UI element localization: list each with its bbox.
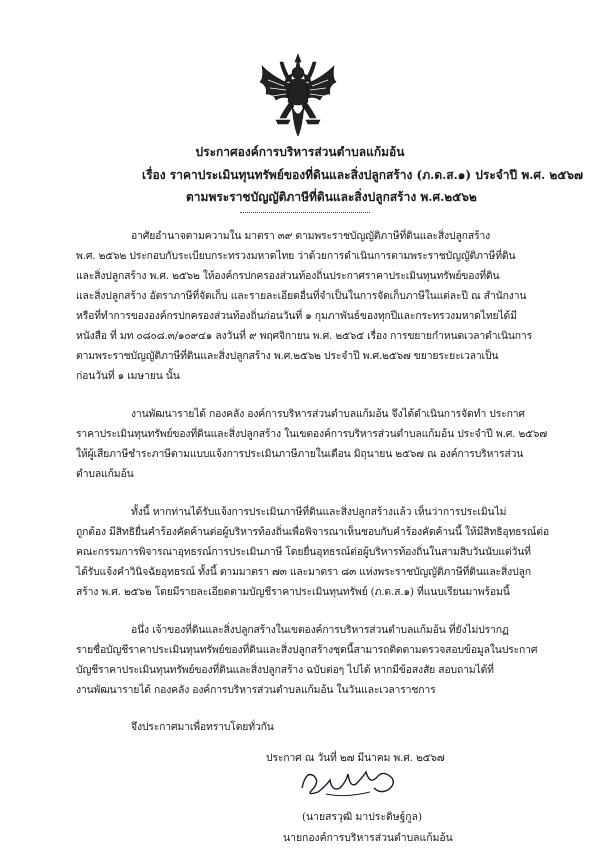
organization-heading: ประกาศองค์การบริหารส่วนตำบลแก้มอ้น bbox=[195, 145, 405, 159]
paragraph-3-line: ทั้งนี้ หากท่านได้รับแจ้งการประเมินภาษีที่ดินและสิ่งปลูกสร้างแล้ว เห็นว่าการประเมินไม่ bbox=[131, 506, 507, 518]
paragraph-1-line: หนังสือ ที่ มท ๐๘๐๘.๓/๑๐๙๔๑ ลงวันที่ ๙ พฤศจิกายน พ.ศ. ๒๕๖๕ เรื่อง การขยายกำหนดเวลาดำเนินการ bbox=[76, 330, 533, 342]
paragraph-3-line: คณะกรรมการพิจารณาอุทธรณ์การประเมินภาษี โดยยื่นอุทธรณ์ต่อผู้บริหารท้องถิ่นในสามสิบวันนับแต่วันที่ bbox=[76, 546, 531, 558]
act-heading: ตามพระราชบัญญัติภาษีที่ดินและสิ่งปลูกสร้าง พ.ศ.๒๕๖๒ bbox=[186, 190, 477, 204]
paragraph-3-line: ได้รับแจ้งคำวินิจฉัยอุทธรณ์ ทั้งนี้ ตามมาตรา ๗๓ และมาตรา ๘๓ แห่งพระราชบัญญัติภาษีที่ดินและสิ่งปลูก bbox=[76, 566, 531, 578]
paragraph-1-line: อาศัยอำนาจตามความใน มาตรา ๓๙ ตามพระราชบัญญัติภาษีที่ดินและสิ่งปลูกสร้าง bbox=[131, 230, 491, 242]
subject-heading: เรื่อง ราคาประเมินทุนทรัพย์ของที่ดินและสิ่งปลูกสร้าง (ภ.ด.ส.๑) ประจำปี พ.ศ. ๒๕๖๗ bbox=[142, 168, 584, 182]
signer-name: (นายสรวุฒิ มาประดิษฐ์กูล) bbox=[302, 811, 423, 823]
paragraph-3-line: สร้าง พ.ศ. ๒๕๖๒ โดยมีรายละเอียดตามบัญชีราคาประเมินทุนทรัพย์ (ภ.ด.ส.๑) ที่แนบเรียนมาพร้อมนี้ bbox=[76, 586, 510, 598]
paragraph-1-line: และสิ่งปลูกสร้าง อัตราภาษีที่จัดเก็บ และรายละเอียดอื่นที่จำเป็นในการจัดเก็บภาษีในแต่ละปี ณ สำนักงาน bbox=[76, 290, 527, 302]
paragraph-4-line: รายชื่อบัญชีราคาประเมินทุนทรัพย์ของที่ดินและสิ่งปลูกสร้างชุดนี้สามารถติดตามตรวจสอบข้อมูลในประกาศ bbox=[76, 644, 538, 656]
date-line: ประกาศ ณ วันที่ ๒๗ มีนาคม พ.ศ. ๒๕๖๗ bbox=[266, 752, 445, 764]
paragraph-2-line: งานพัฒนารายได้ กองคลัง องค์การบริหารส่วนตำบลแก้มอ้น จึงได้ดำเนินการจัดทำ ประกาศ bbox=[131, 408, 525, 420]
header-divider bbox=[240, 212, 370, 213]
paragraph-3-line: ถูกต้อง มีสิทธิยื่นคำร้องคัดค้านต่อผู้บริหารท้องถิ่นเพื่อพิจารณาเห็นชอบกับคำร้องคัดค้านนี้ ให้มีสิทธิอุทธรณ์ต่อ bbox=[76, 526, 549, 538]
paragraph-4-line: งานพัฒนารายได้ กองคลัง องค์การบริหารส่วนตำบลแก้มอ้น ในวันและเวลาราชการ bbox=[76, 684, 436, 696]
paragraph-2-line: ตำบลแก้มอ้น bbox=[76, 468, 134, 480]
paragraph-1-line: พ.ศ. ๒๕๖๒ ประกอบกับระเบียบกระทรวงมหาดไทย ว่าด้วยการดำเนินการตามพระราชบัญญัติภาษีที่ดิน bbox=[76, 250, 516, 262]
paragraph-1-line: ตามพระราชบัญญัติภาษีที่ดินและสิ่งปลูกสร้าง พ.ศ.๒๕๖๒ ประจำปี พ.ศ.๒๕๖๗ ขยายระยะเวลาเป็น bbox=[76, 350, 499, 362]
paragraph-4-line: อนึ่ง เจ้าของที่ดินและสิ่งปลูกสร้างในเขตองค์การบริหารส่วนตำบลแก้มอ้น ที่ยังไม่ปรากฏ bbox=[131, 624, 509, 636]
paragraph-2-line: ราคาประเมินทุนทรัพย์ของที่ดินและสิ่งปลูกสร้าง ในเขตองค์การบริหารส่วนตำบลแก้มอ้น ประจำปี พ.ศ. ๒๕๖๗ bbox=[76, 428, 548, 440]
paragraph-2-line: ให้ผู้เสียภาษีชำระภาษีตามแบบแจ้งการประเมินภาษีภายในเดือน มิถุนายน ๒๕๖๗ ณ องค์การบริหารส่วน bbox=[76, 448, 524, 460]
closing-text: จึงประกาศมาเพื่อทราบโดยทั่วกัน bbox=[131, 721, 274, 733]
signer-position: นายกองค์การบริหารส่วนตำบลแก้มอ้น bbox=[283, 832, 453, 844]
paragraph-1-line: และสิ่งปลูกสร้าง พ.ศ. ๒๕๖๒ ให้องค์กรปกครองส่วนท้องถิ่นประกาศราคาประเมินทุนทรัพย์ของที่ดิน bbox=[76, 270, 500, 282]
paragraph-1-line: หรือที่ทำการขององค์กรปกครองส่วนท้องถิ่นก่อนวันที่ ๑ กุมภาพันธ์ของทุกปีและกระทรวงมหาดไทยได้มี bbox=[76, 310, 517, 322]
handwritten-signature bbox=[296, 762, 406, 802]
paragraph-1-line: ก่อนวันที่ ๑ เมษายน นั้น bbox=[76, 370, 180, 382]
paragraph-4-line: บัญชีราคาประเมินทุนทรัพย์ของที่ดินและสิ่งปลูกสร้าง ฉบับต่อๆ ไปได้ หากมีข้อสงสัย สอบถามได้ที่ bbox=[76, 664, 494, 676]
garuda-emblem-icon bbox=[256, 52, 340, 138]
